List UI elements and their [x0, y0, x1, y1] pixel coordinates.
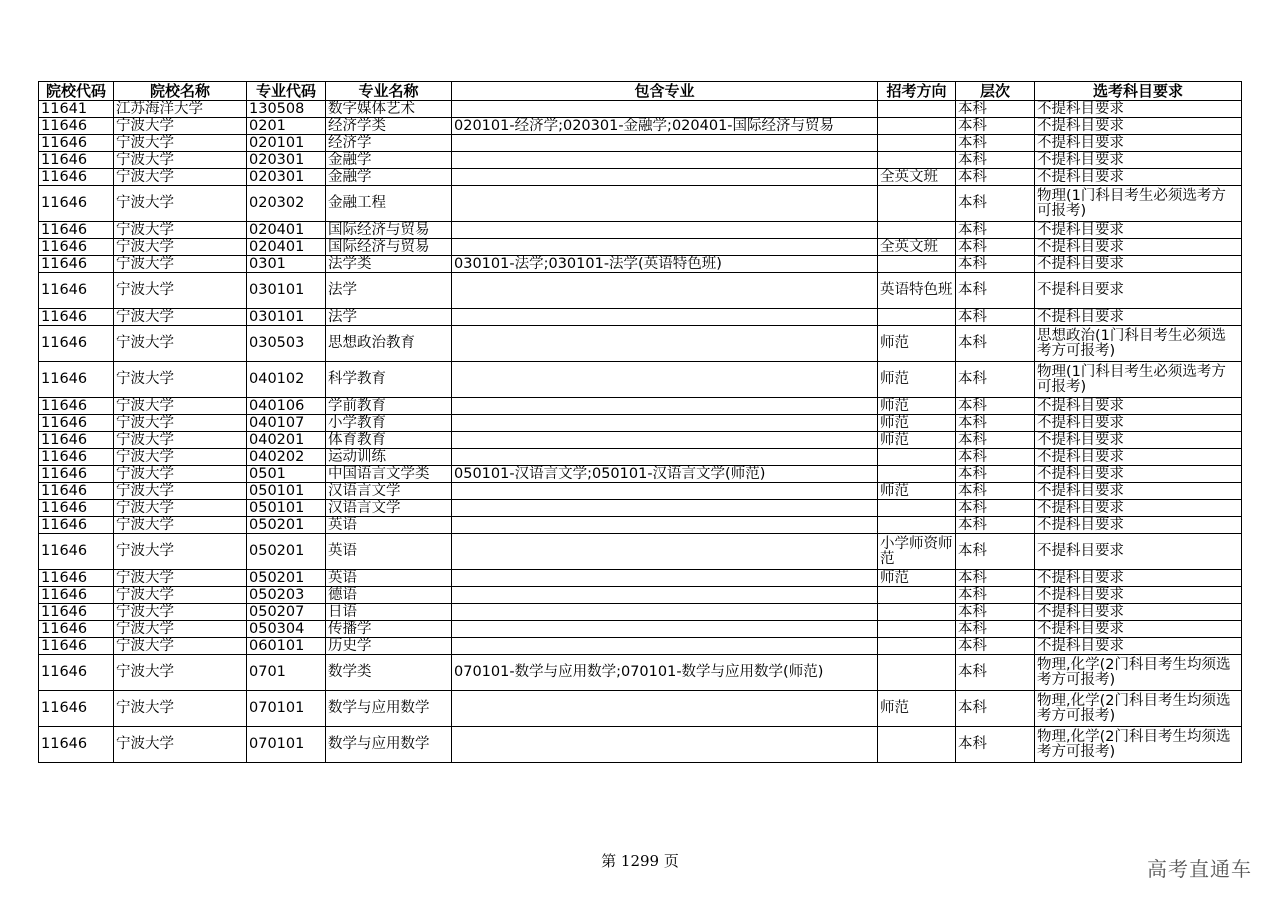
cell-included-majors	[452, 727, 878, 763]
table-row	[39, 621, 1242, 638]
cell-subject-requirement: 物理,化学(2门科目考生均须选考方可报考)	[1035, 691, 1242, 727]
cell-direction: 小学师资师范	[878, 534, 956, 570]
cell-major-name: 英语	[326, 517, 452, 534]
cell-subject-requirement: 不提科目要求	[1035, 466, 1242, 483]
cell-level: 本科	[956, 186, 1035, 222]
cell-major-name: 数字媒体艺术	[326, 101, 452, 118]
cell-school-name: 宁波大学	[114, 727, 247, 763]
cell-included-majors	[452, 135, 878, 152]
table-row	[39, 135, 1242, 152]
cell-school-code: 11646	[39, 727, 114, 763]
cell-major-name: 汉语言文学	[326, 483, 452, 500]
cell-major-name: 法学类	[326, 256, 452, 273]
cell-subject-requirement: 不提科目要求	[1035, 449, 1242, 466]
cell-included-majors	[452, 309, 878, 326]
table-row	[39, 169, 1242, 186]
cell-direction	[878, 135, 956, 152]
cell-direction	[878, 655, 956, 691]
cell-school-name: 宁波大学	[114, 604, 247, 621]
cell-direction	[878, 604, 956, 621]
cell-level: 本科	[956, 152, 1035, 169]
cell-school-name: 宁波大学	[114, 239, 247, 256]
cell-subject-requirement: 不提科目要求	[1035, 415, 1242, 432]
header-subject-requirement: 选考科目要求	[1035, 82, 1242, 101]
cell-level: 本科	[956, 362, 1035, 398]
table-row	[39, 691, 1242, 727]
cell-subject-requirement: 不提科目要求	[1035, 604, 1242, 621]
cell-subject-requirement: 不提科目要求	[1035, 256, 1242, 273]
cell-school-name: 宁波大学	[114, 222, 247, 239]
cell-major-code: 070101	[247, 727, 326, 763]
cell-included-majors	[452, 101, 878, 118]
cell-school-code: 11646	[39, 517, 114, 534]
cell-direction: 师范	[878, 570, 956, 587]
header-row	[39, 82, 1242, 101]
cell-major-code: 020401	[247, 222, 326, 239]
cell-included-majors	[452, 570, 878, 587]
cell-school-code: 11646	[39, 604, 114, 621]
cell-school-code: 11646	[39, 118, 114, 135]
table-row	[39, 432, 1242, 449]
cell-major-code: 0701	[247, 655, 326, 691]
cell-included-majors	[452, 222, 878, 239]
cell-level: 本科	[956, 398, 1035, 415]
cell-school-code: 11646	[39, 655, 114, 691]
header-level: 层次	[956, 82, 1035, 101]
cell-direction: 师范	[878, 483, 956, 500]
cell-school-name: 宁波大学	[114, 500, 247, 517]
cell-level: 本科	[956, 466, 1035, 483]
cell-school-code: 11646	[39, 638, 114, 655]
cell-included-majors	[452, 152, 878, 169]
cell-level: 本科	[956, 691, 1035, 727]
table-row	[39, 309, 1242, 326]
cell-included-majors	[452, 273, 878, 309]
table-row	[39, 152, 1242, 169]
cell-direction	[878, 449, 956, 466]
cell-school-code: 11646	[39, 186, 114, 222]
cell-included-majors	[452, 449, 878, 466]
cell-major-code: 030503	[247, 326, 326, 362]
cell-major-name: 经济学	[326, 135, 452, 152]
cell-major-code: 050203	[247, 587, 326, 604]
table-row	[39, 222, 1242, 239]
cell-included-majors: 050101-汉语言文学;050101-汉语言文学(师范)	[452, 466, 878, 483]
cell-level: 本科	[956, 500, 1035, 517]
cell-subject-requirement: 物理,化学(2门科目考生均须选考方可报考)	[1035, 655, 1242, 691]
cell-major-code: 050201	[247, 534, 326, 570]
cell-school-code: 11646	[39, 309, 114, 326]
cell-subject-requirement: 不提科目要求	[1035, 638, 1242, 655]
cell-school-name: 宁波大学	[114, 638, 247, 655]
cell-school-code: 11646	[39, 534, 114, 570]
cell-major-code: 050304	[247, 621, 326, 638]
cell-major-name: 数学类	[326, 655, 452, 691]
cell-level: 本科	[956, 169, 1035, 186]
cell-major-name: 小学教育	[326, 415, 452, 432]
cell-school-name: 宁波大学	[114, 256, 247, 273]
cell-level: 本科	[956, 222, 1035, 239]
cell-subject-requirement: 不提科目要求	[1035, 517, 1242, 534]
table-row	[39, 727, 1242, 763]
cell-subject-requirement: 不提科目要求	[1035, 135, 1242, 152]
cell-school-code: 11646	[39, 256, 114, 273]
cell-school-code: 11646	[39, 169, 114, 186]
cell-included-majors	[452, 534, 878, 570]
cell-level: 本科	[956, 604, 1035, 621]
cell-school-name: 宁波大学	[114, 362, 247, 398]
table-row	[39, 466, 1242, 483]
cell-level: 本科	[956, 621, 1035, 638]
cell-subject-requirement: 思想政治(1门科目考生必须选考方可报考)	[1035, 326, 1242, 362]
cell-major-code: 030101	[247, 309, 326, 326]
cell-school-code: 11646	[39, 222, 114, 239]
cell-level: 本科	[956, 273, 1035, 309]
cell-included-majors	[452, 326, 878, 362]
cell-direction	[878, 587, 956, 604]
cell-major-name: 数学与应用数学	[326, 691, 452, 727]
cell-included-majors: 070101-数学与应用数学;070101-数学与应用数学(师范)	[452, 655, 878, 691]
cell-direction: 全英文班	[878, 239, 956, 256]
cell-level: 本科	[956, 118, 1035, 135]
cell-major-code: 130508	[247, 101, 326, 118]
cell-school-name: 宁波大学	[114, 309, 247, 326]
cell-level: 本科	[956, 239, 1035, 256]
cell-school-code: 11646	[39, 570, 114, 587]
cell-direction: 全英文班	[878, 169, 956, 186]
cell-level: 本科	[956, 570, 1035, 587]
cell-major-code: 020401	[247, 239, 326, 256]
cell-major-name: 传播学	[326, 621, 452, 638]
cell-major-code: 020101	[247, 135, 326, 152]
cell-major-code: 020301	[247, 169, 326, 186]
cell-major-name: 中国语言文学类	[326, 466, 452, 483]
cell-major-code: 0301	[247, 256, 326, 273]
cell-major-name: 学前教育	[326, 398, 452, 415]
cell-school-name: 宁波大学	[114, 570, 247, 587]
cell-major-code: 0201	[247, 118, 326, 135]
table-row	[39, 326, 1242, 362]
cell-school-code: 11646	[39, 273, 114, 309]
cell-school-name: 宁波大学	[114, 169, 247, 186]
cell-level: 本科	[956, 101, 1035, 118]
cell-school-code: 11646	[39, 362, 114, 398]
cell-level: 本科	[956, 256, 1035, 273]
cell-school-name: 宁波大学	[114, 655, 247, 691]
cell-direction	[878, 517, 956, 534]
cell-school-code: 11646	[39, 415, 114, 432]
cell-subject-requirement: 不提科目要求	[1035, 222, 1242, 239]
cell-major-name: 金融工程	[326, 186, 452, 222]
cell-major-name: 数学与应用数学	[326, 727, 452, 763]
cell-major-name: 经济学类	[326, 118, 452, 135]
cell-subject-requirement: 不提科目要求	[1035, 118, 1242, 135]
cell-school-code: 11646	[39, 135, 114, 152]
cell-included-majors	[452, 239, 878, 256]
table-row	[39, 273, 1242, 309]
cell-included-majors	[452, 691, 878, 727]
cell-direction	[878, 152, 956, 169]
cell-major-name: 运动训练	[326, 449, 452, 466]
cell-major-name: 科学教育	[326, 362, 452, 398]
cell-major-code: 050101	[247, 500, 326, 517]
cell-direction	[878, 621, 956, 638]
cell-level: 本科	[956, 483, 1035, 500]
table-row	[39, 186, 1242, 222]
cell-major-code: 030101	[247, 273, 326, 309]
cell-major-name: 体育教育	[326, 432, 452, 449]
header-major-name: 专业名称	[326, 82, 452, 101]
cell-level: 本科	[956, 309, 1035, 326]
cell-school-code: 11646	[39, 152, 114, 169]
header-direction: 招考方向	[878, 82, 956, 101]
cell-subject-requirement: 不提科目要求	[1035, 273, 1242, 309]
cell-school-code: 11646	[39, 466, 114, 483]
cell-subject-requirement: 物理,化学(2门科目考生均须选考方可报考)	[1035, 727, 1242, 763]
cell-subject-requirement: 物理(1门科目考生必须选考方可报考)	[1035, 362, 1242, 398]
cell-major-name: 法学	[326, 273, 452, 309]
cell-school-name: 宁波大学	[114, 483, 247, 500]
cell-subject-requirement: 不提科目要求	[1035, 570, 1242, 587]
cell-included-majors	[452, 604, 878, 621]
cell-school-code: 11646	[39, 239, 114, 256]
cell-school-code: 11646	[39, 500, 114, 517]
cell-school-name: 江苏海洋大学	[114, 101, 247, 118]
cell-included-majors	[452, 638, 878, 655]
cell-school-code: 11646	[39, 621, 114, 638]
table-row	[39, 118, 1242, 135]
cell-level: 本科	[956, 432, 1035, 449]
cell-school-name: 宁波大学	[114, 415, 247, 432]
cell-included-majors	[452, 398, 878, 415]
table-row	[39, 449, 1242, 466]
cell-school-name: 宁波大学	[114, 326, 247, 362]
cell-school-name: 宁波大学	[114, 118, 247, 135]
admissions-table	[38, 81, 1242, 763]
cell-subject-requirement: 不提科目要求	[1035, 483, 1242, 500]
cell-major-name: 德语	[326, 587, 452, 604]
cell-direction: 师范	[878, 362, 956, 398]
cell-subject-requirement: 不提科目要求	[1035, 169, 1242, 186]
cell-level: 本科	[956, 517, 1035, 534]
cell-included-majors	[452, 500, 878, 517]
table-row	[39, 415, 1242, 432]
cell-subject-requirement: 不提科目要求	[1035, 621, 1242, 638]
cell-school-name: 宁波大学	[114, 466, 247, 483]
cell-subject-requirement: 不提科目要求	[1035, 534, 1242, 570]
cell-school-code: 11641	[39, 101, 114, 118]
table-row	[39, 239, 1242, 256]
cell-included-majors	[452, 415, 878, 432]
cell-direction	[878, 186, 956, 222]
cell-school-name: 宁波大学	[114, 152, 247, 169]
table-row	[39, 517, 1242, 534]
cell-included-majors	[452, 483, 878, 500]
cell-direction	[878, 727, 956, 763]
cell-school-name: 宁波大学	[114, 587, 247, 604]
cell-major-name: 英语	[326, 570, 452, 587]
table-row	[39, 534, 1242, 570]
cell-direction: 师范	[878, 432, 956, 449]
cell-included-majors	[452, 362, 878, 398]
cell-major-name: 金融学	[326, 152, 452, 169]
table-row	[39, 604, 1242, 621]
cell-school-name: 宁波大学	[114, 432, 247, 449]
cell-level: 本科	[956, 326, 1035, 362]
cell-subject-requirement: 不提科目要求	[1035, 432, 1242, 449]
table-row	[39, 362, 1242, 398]
cell-included-majors	[452, 517, 878, 534]
cell-school-name: 宁波大学	[114, 135, 247, 152]
cell-direction: 师范	[878, 691, 956, 727]
cell-school-code: 11646	[39, 449, 114, 466]
cell-included-majors	[452, 621, 878, 638]
cell-major-code: 020302	[247, 186, 326, 222]
cell-direction	[878, 466, 956, 483]
cell-major-name: 思想政治教育	[326, 326, 452, 362]
cell-school-name: 宁波大学	[114, 273, 247, 309]
cell-school-name: 宁波大学	[114, 621, 247, 638]
cell-major-code: 050201	[247, 517, 326, 534]
cell-major-code: 020301	[247, 152, 326, 169]
cell-major-name: 国际经济与贸易	[326, 239, 452, 256]
cell-major-name: 历史学	[326, 638, 452, 655]
cell-major-code: 0501	[247, 466, 326, 483]
cell-major-code: 040102	[247, 362, 326, 398]
cell-subject-requirement: 不提科目要求	[1035, 398, 1242, 415]
cell-major-name: 英语	[326, 534, 452, 570]
header-included-majors: 包含专业	[452, 82, 878, 101]
cell-major-code: 060101	[247, 638, 326, 655]
cell-subject-requirement: 不提科目要求	[1035, 101, 1242, 118]
cell-included-majors	[452, 432, 878, 449]
cell-major-code: 040107	[247, 415, 326, 432]
table-row	[39, 256, 1242, 273]
cell-school-code: 11646	[39, 483, 114, 500]
cell-school-name: 宁波大学	[114, 186, 247, 222]
table-row	[39, 483, 1242, 500]
cell-level: 本科	[956, 415, 1035, 432]
cell-level: 本科	[956, 587, 1035, 604]
cell-level: 本科	[956, 655, 1035, 691]
cell-school-name: 宁波大学	[114, 398, 247, 415]
cell-direction: 师范	[878, 326, 956, 362]
cell-direction	[878, 256, 956, 273]
cell-direction	[878, 638, 956, 655]
cell-direction	[878, 309, 956, 326]
cell-major-code: 040202	[247, 449, 326, 466]
header-major-code: 专业代码	[247, 82, 326, 101]
cell-subject-requirement: 不提科目要求	[1035, 587, 1242, 604]
cell-school-name: 宁波大学	[114, 517, 247, 534]
cell-major-code: 040201	[247, 432, 326, 449]
table-row	[39, 587, 1242, 604]
cell-major-code: 050207	[247, 604, 326, 621]
table-row	[39, 655, 1242, 691]
cell-subject-requirement: 不提科目要求	[1035, 500, 1242, 517]
cell-school-code: 11646	[39, 432, 114, 449]
page-number: 第 1299 页	[601, 852, 679, 870]
table-row	[39, 398, 1242, 415]
cell-level: 本科	[956, 638, 1035, 655]
cell-major-name: 法学	[326, 309, 452, 326]
cell-direction: 英语特色班	[878, 273, 956, 309]
cell-direction	[878, 500, 956, 517]
watermark-logo: 高考直通车	[1147, 857, 1252, 881]
cell-school-code: 11646	[39, 691, 114, 727]
cell-major-name: 国际经济与贸易	[326, 222, 452, 239]
cell-school-name: 宁波大学	[114, 691, 247, 727]
cell-school-code: 11646	[39, 587, 114, 604]
cell-direction	[878, 118, 956, 135]
cell-subject-requirement: 不提科目要求	[1035, 309, 1242, 326]
cell-school-code: 11646	[39, 326, 114, 362]
table-row	[39, 101, 1242, 118]
header-school-name: 院校名称	[114, 82, 247, 101]
cell-school-name: 宁波大学	[114, 534, 247, 570]
cell-major-code: 050101	[247, 483, 326, 500]
cell-direction	[878, 222, 956, 239]
cell-level: 本科	[956, 449, 1035, 466]
cell-level: 本科	[956, 727, 1035, 763]
cell-included-majors	[452, 186, 878, 222]
cell-school-code: 11646	[39, 398, 114, 415]
cell-included-majors: 030101-法学;030101-法学(英语特色班)	[452, 256, 878, 273]
header-school-code: 院校代码	[39, 82, 114, 101]
cell-included-majors	[452, 587, 878, 604]
cell-included-majors	[452, 169, 878, 186]
table-row	[39, 638, 1242, 655]
cell-school-name: 宁波大学	[114, 449, 247, 466]
cell-major-code: 050201	[247, 570, 326, 587]
table-row	[39, 500, 1242, 517]
cell-major-code: 070101	[247, 691, 326, 727]
cell-level: 本科	[956, 135, 1035, 152]
cell-major-name: 日语	[326, 604, 452, 621]
cell-major-code: 040106	[247, 398, 326, 415]
cell-direction: 师范	[878, 415, 956, 432]
cell-subject-requirement: 不提科目要求	[1035, 239, 1242, 256]
table-row	[39, 570, 1242, 587]
cell-major-name: 金融学	[326, 169, 452, 186]
cell-subject-requirement: 不提科目要求	[1035, 152, 1242, 169]
cell-direction: 师范	[878, 398, 956, 415]
cell-direction	[878, 101, 956, 118]
cell-major-name: 汉语言文学	[326, 500, 452, 517]
cell-level: 本科	[956, 534, 1035, 570]
cell-subject-requirement: 物理(1门科目考生必须选考方可报考)	[1035, 186, 1242, 222]
cell-included-majors: 020101-经济学;020301-金融学;020401-国际经济与贸易	[452, 118, 878, 135]
